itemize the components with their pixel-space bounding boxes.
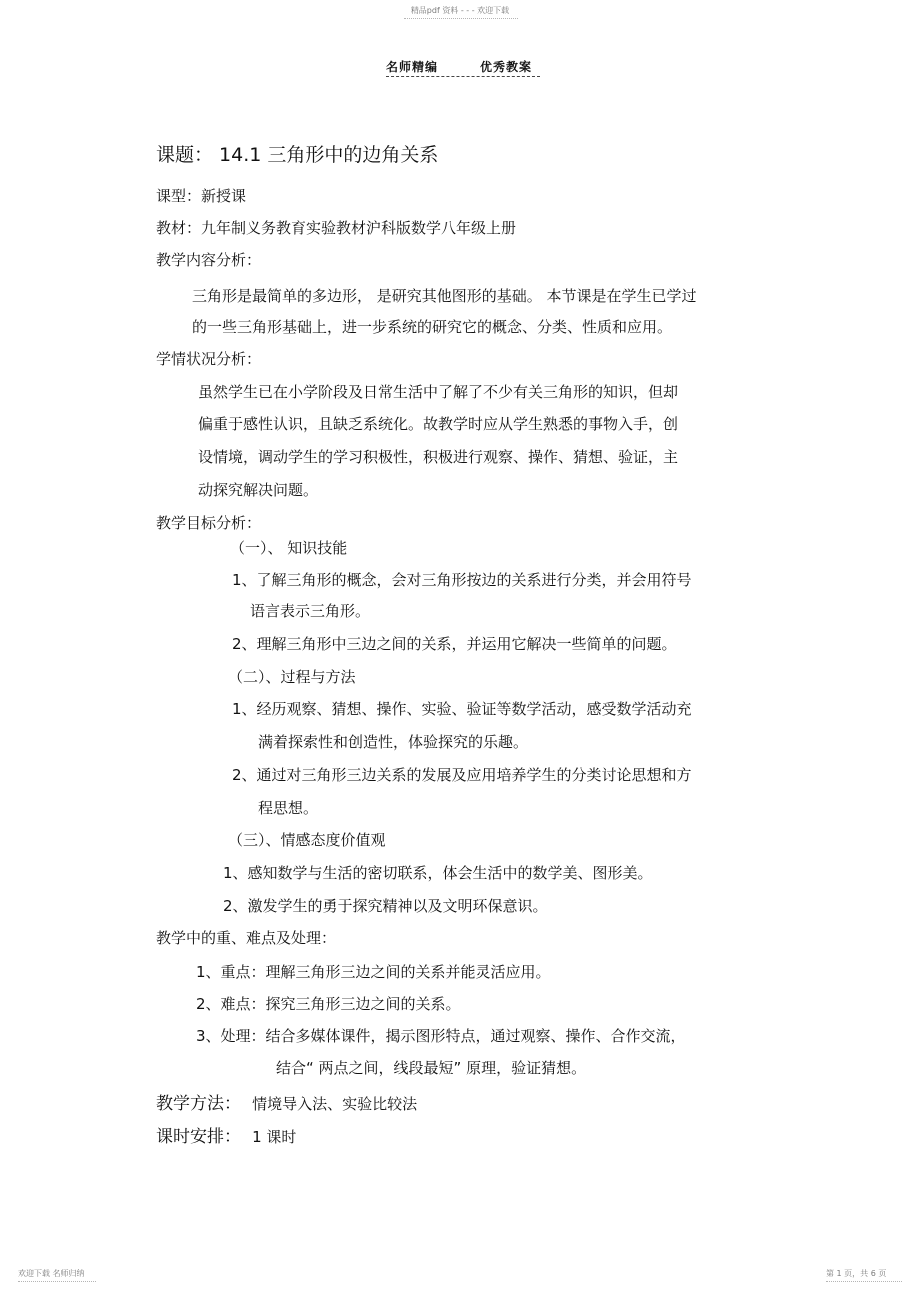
footer-page-number: 第 1 页，共 6 页: [826, 1269, 887, 1278]
lesson-schedule-value: 1 课时: [252, 1128, 297, 1146]
footer-right-rule: [826, 1281, 902, 1282]
key-point-item: 1、重点：理解三角形三边之间的关系并能灵活应用。: [196, 963, 551, 981]
page-header: [386, 58, 532, 75]
goals-sec2-item1: 1、经历观察、猜想、操作、实验、验证等数学活动，感受数学活动充: [232, 700, 692, 718]
lesson-schedule: [156, 1122, 296, 1147]
teaching-method-value: 情境导入法、实验比较法: [252, 1095, 418, 1113]
top-watermark: 精品pdf 资料 - - - 欢迎下载: [410, 6, 510, 15]
key-point-item-cont: 结合“ 两点之间，线段最短” 原理，验证猜想。: [276, 1059, 587, 1077]
key-points-heading: 教学中的重、难点及处理：: [156, 929, 337, 947]
footer-left: 欢迎下载 名师归纳: [18, 1269, 85, 1278]
goals-sec1-item1: 1、了解三角形的概念，会对三角形按边的关系进行分类，并会用符号: [232, 571, 692, 589]
goals-sec2-item2: 2、通过对三角形三边关系的发展及应用培养学生的分类讨论思想和方: [232, 766, 692, 784]
goals-sec3-title: （三）、情感态度价值观: [228, 831, 386, 849]
header-left: 名师精编: [386, 60, 439, 74]
goals-sec1-item2: 2、理解三角形中三边之间的关系，并运用它解决一些简单的问题。: [232, 635, 677, 653]
header-right: 优秀教案: [480, 60, 533, 74]
key-point-item: 2、难点：探究三角形三边之间的关系。: [196, 995, 461, 1013]
student-analysis-line: 偏重于感性认识，且缺乏系统化。故教学时应从学生熟悉的事物入手，创: [198, 415, 679, 433]
student-analysis-heading: 学情状况分析：: [156, 350, 262, 368]
teaching-method: [156, 1089, 417, 1114]
goals-sec2-item2-cont: 程思想。: [258, 799, 319, 817]
footer-left-rule: [18, 1281, 96, 1282]
teaching-method-label: 教学方法：: [156, 1094, 241, 1114]
header-rule: [386, 76, 540, 77]
goals-sec3-item2: 2、激发学生的勇于探究精神以及文明环保意识。: [223, 897, 548, 915]
key-point-item: 3、处理：结合多媒体课件，揭示图形特点，通过观察、操作、合作交流，: [196, 1027, 686, 1045]
goals-sec1-item1-cont: 语言表示三角形。: [250, 602, 371, 620]
textbook: 教材：九年制义务教育实验教材沪科版数学八年级上册: [156, 219, 517, 237]
goals-sec1-title: （一）、 知识技能: [230, 539, 348, 557]
course-type: 课型：新授课: [156, 187, 247, 205]
goals-sec3-item1: 1、感知数学与生活的密切联系，体会生活中的数学美、图形美。: [223, 864, 653, 882]
lesson-schedule-label: 课时安排：: [156, 1127, 241, 1147]
content-analysis-line: 三角形是最简单的多边形， 是研究其他图形的基础。 本节课是在学生已学过: [192, 287, 697, 305]
content-analysis-heading: 教学内容分析：: [156, 251, 262, 269]
top-dotted-rule: [404, 18, 518, 19]
goals-sec2-item1-cont: 满着探索性和创造性，体验探究的乐趣。: [258, 733, 529, 751]
student-analysis-line: 设情境，调动学生的学习积极性，积极进行观察、操作、猜想、验证，主: [198, 448, 679, 466]
goals-sec2-title: （二）、过程与方法: [228, 668, 356, 686]
content-analysis-line: 的一些三角形基础上，进一步系统的研究它的概念、分类、性质和应用。: [192, 318, 673, 336]
student-analysis-line: 虽然学生已在小学阶段及日常生活中了解了不少有关三角形的知识，但却: [198, 383, 679, 401]
goals-heading: 教学目标分析：: [156, 514, 262, 532]
lesson-title: 课题： 14.1 三角形中的边角关系: [156, 144, 439, 166]
student-analysis-line: 动探究解决问题。: [198, 481, 319, 499]
